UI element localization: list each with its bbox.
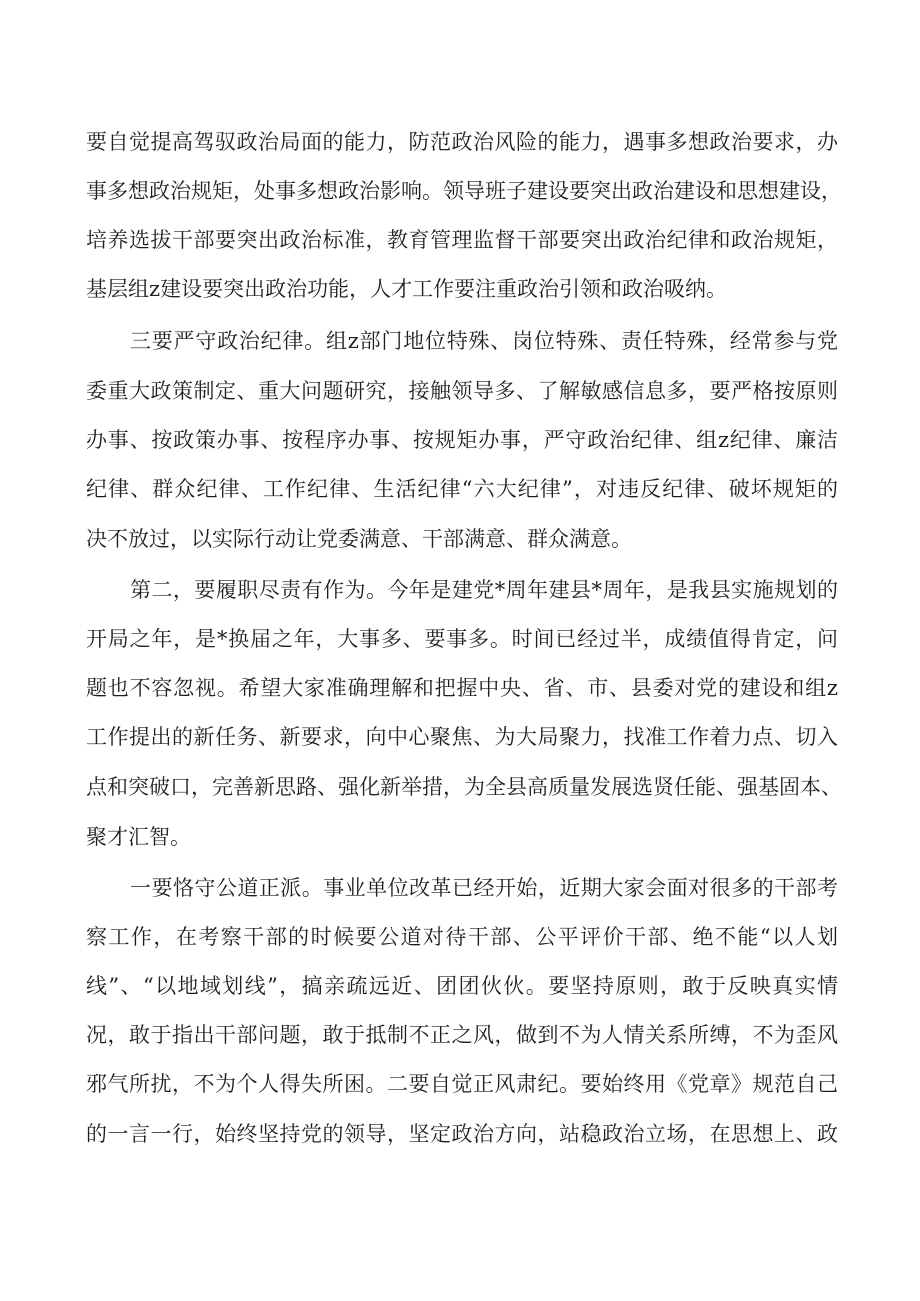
text-line: 决不放过，以实际行动让党委满意、干部满意、群众满意。 [86,527,632,551]
text-line: 察工作，在考察干部的时候要公道对待干部、公平评价干部、绝不能“以人划 [86,925,838,949]
text-line: 纪律、群众纪律、工作纪律、生活纪律“六大纪律”，对违反纪律、破坏规矩的 [86,477,838,501]
paragraph-first-line: 一要恪守公道正派。事业单位改革已经开始，近期大家会面对很多的干部考 [130,876,838,900]
text-line: 点和突破口，完善新思路、强化新举措，为全县高质量发展选贤任能、强基固本、 [86,775,842,799]
text-line: 办事、按政策办事、按程序办事、按规矩办事，严守政治纪律、组z纪律、廉洁 [86,428,838,452]
text-line: 聚才汇智。 [86,825,191,849]
paragraph-first-line: 第二，要履职尽责有作为。今年是建党*周年建县*周年，是我县实施规划的 [130,578,838,602]
text-line: 况，敢于指出干部问题，敢于抵制不正之风，做到不为人情关系所缚，不为歪风 [86,1023,838,1047]
text-line: 的一言一行，始终坚持党的领导，坚定政治方向，站稳政治立场，在思想上、政 [86,1122,838,1146]
text-line: 要自觉提高驾驭政治局面的能力，防范政治风险的能力，遇事多想政治要求，办 [86,130,838,154]
text-line: 基层组z建设要突出政治功能，人才工作要注重政治引领和政治吸纳。 [86,277,728,301]
text-line: 工作提出的新任务、新要求，向中心聚焦、为大局聚力，找准工作着力点、切入 [86,725,838,749]
text-line: 事多想政治规矩，处事多想政治影响。领导班子建设要突出政治建设和思想建设， [86,179,842,203]
text-line: 开局之年，是*换届之年，大事多、要事多。时间已经过半，成绩值得肯定，问 [86,627,838,651]
text-line: 委重大政策制定、重大问题研究，接触领导多、了解敏感信息多，要严格按原则 [86,379,838,403]
text-line: 邪气所扰，不为个人得失所困。二要自觉正风肃纪。要始终用《党章》规范自己 [86,1072,838,1096]
text-line: 题也不容忽视。希望大家准确理解和把握中央、省、市、县委对党的建设和组z [86,676,838,700]
text-line: 线”、“以地域划线”，搞亲疏远近、团团伙伙。要坚持原则，敢于反映真实情 [86,974,838,998]
text-line: 培养选拔干部要突出政治标准，教育管理监督干部要突出政治纪律和政治规矩， [86,228,838,252]
paragraph-first-line: 三要严守政治纪律。组z部门地位特殊、岗位特殊、责任特殊，经常参与党 [130,329,838,353]
